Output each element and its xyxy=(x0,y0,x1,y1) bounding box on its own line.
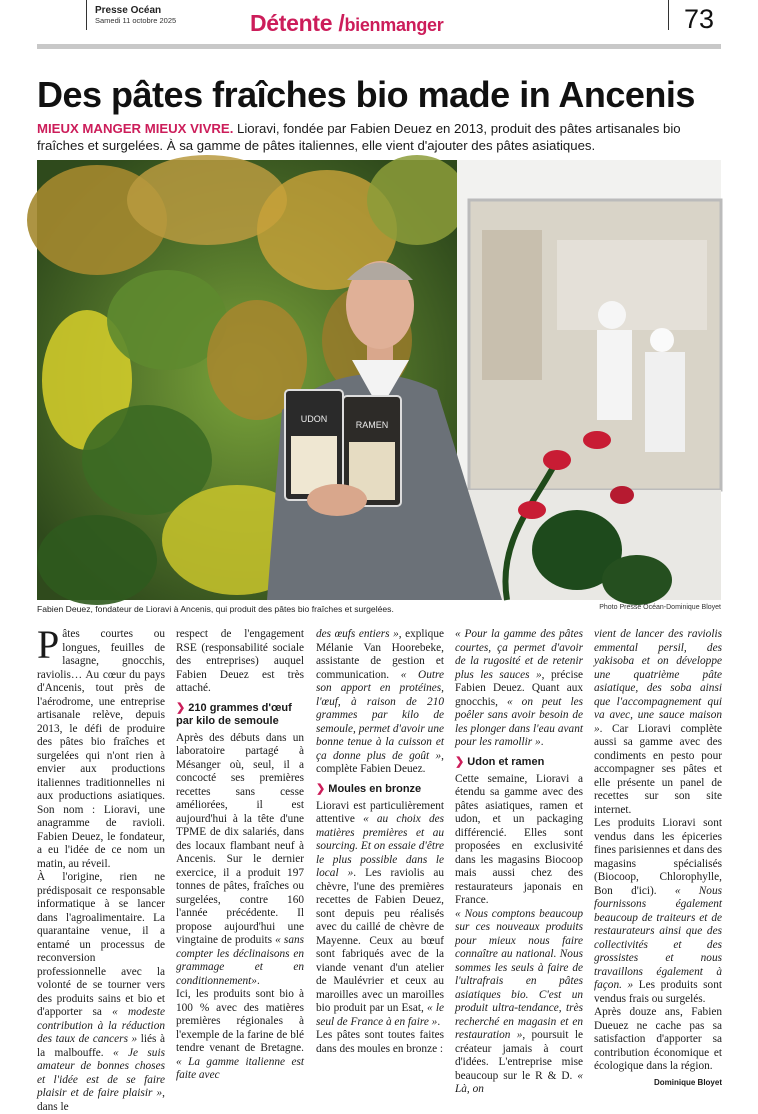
body-column-4 xyxy=(455,628,583,1095)
rubric-separator: / xyxy=(338,10,345,36)
paragraph: Après douze ans, Fabien Dueuez ne cache pas sa satisfaction d'apporter sa contribution économique et écologique dans la région. xyxy=(594,1006,722,1072)
issue-date: Samedi 11 octobre 2025 xyxy=(95,16,177,25)
pack-label-ramen: RAMEN xyxy=(355,420,389,430)
lab-worker-2 xyxy=(645,352,685,452)
subheading: ❯ Udon et ramen xyxy=(455,755,545,768)
newspaper-name: Presse Océan xyxy=(95,5,162,16)
quote: « sans compter les déclinaisons en grammage et en conditionnement» xyxy=(176,934,305,987)
article-headline: Des pâtes fraîches bio made in Ancenis xyxy=(37,74,695,115)
pack-label-udon: UDON xyxy=(300,414,328,424)
article-standfirst xyxy=(37,120,727,154)
quote: « modeste contribution à la réduction des taux de cancers » xyxy=(37,1006,165,1045)
header-rule xyxy=(37,44,721,49)
body-column-2 xyxy=(176,628,305,1081)
rubric-sub: bienmanger xyxy=(344,15,444,35)
pasta-packages xyxy=(285,390,401,516)
paragraph: Cette semaine, Lioravi a étendu sa gamme avec des pâtes asiatiques, ramen et udon, et un packaging différencié. Elles sont proposées en exclusivité dans les magasins Biocoop mais aussi chez des restaurateurs japonais en France. xyxy=(455,772,583,906)
paragraph: « Nous comptons beaucoup sur ces nouveaux produits pour mieux nous faire connaître au national. Nous sommes les seuls à faire de l'ultrafrais en pâtes asiatiques bio. C'est un produit ultra-tendance, très recherché en magasin et en restauration », poursuit le créateur jamais à court d'idées. L'entreprise mise beaucoup sur le R & D. « Là, on xyxy=(455,907,583,1095)
chevron-icon: ❯ xyxy=(316,782,329,795)
quote: « La gamme italienne est faite avec xyxy=(176,1055,304,1081)
paragraph: « Pour la gamme des pâtes courtes, ça permet d'avoir de la rugosité et de retenir plus les sauces », précise Fabien Deuez. Quant aux gnocchis, « on peut les poêler sans avoir besoin de les plonger dans l'eau avant pour les ramollir ». xyxy=(455,628,583,748)
header-divider-left xyxy=(86,0,87,30)
quote: « au choix des matières premières et au sourcing. Et on essaie d'être le plus possible dans le local » xyxy=(316,813,444,879)
lab-worker-head-2 xyxy=(650,328,674,352)
paragraph: Ici, les produits sont bio à 100 % avec des matières premières régionales à l'exemple de la farine de blé tendre venant de Bretagne. « La gamme italienne est faite avec xyxy=(176,988,304,1081)
section-rubric xyxy=(250,10,443,37)
caption-text: Fabien Deuez, fondateur de Lioravi à Ancenis, qui produit des pâtes bio fraîches et surgelées. xyxy=(37,604,394,614)
page-header xyxy=(0,0,758,48)
article-photo xyxy=(37,160,721,600)
masthead xyxy=(95,6,176,25)
quote: des œufs entiers » xyxy=(316,628,399,640)
lab-equipment xyxy=(557,240,707,330)
paragraph: des œufs entiers », explique Mélanie Van Hoorebeke, assistante de gestion et communication. « Outre son apport en protéines, l'œuf, à raison de 210 grammes par kilo de semoule, permet d'avoir une bonne tenue à la cuisson et ça donne plus de goût », complète Fabien Deuez. xyxy=(316,628,444,775)
standfirst-kicker: MIEUX MANGER MIEUX VIVRE. xyxy=(37,121,234,136)
quote: vient de lancer des raviolis emmental persil, des yakisoba et on développe une quatrième pâte asiatique, des soba ainsi que l'accompagnement qui va avec, une sauce maison » xyxy=(594,628,722,735)
drop-cap: P xyxy=(37,622,60,667)
body-column-3 xyxy=(316,628,445,1055)
photo-credit: Photo Presse Océan-Dominique Bloyet xyxy=(599,604,721,611)
paragraph: respect de l'engagement RSE (responsabilité sociale des entreprises) auquel Fabien Deuez est très attaché. xyxy=(176,628,304,694)
rubric-main: Détente xyxy=(250,10,333,36)
paragraph: vient de lancer des raviolis emmental persil, des yakisoba et on développe une quatrième pâte asiatique, des soba ainsi que l'accompagnement qui va avec, une sauce maison ». Car Lioravi complète aussi sa gamme avec des condiments en pesto pour accompagner ses pâtes et elle présente un panel de recettes sur son site internet. xyxy=(594,628,722,816)
page-number: 73 xyxy=(684,4,715,34)
quote: « Là, on xyxy=(455,1069,583,1095)
lab-door xyxy=(482,230,542,380)
paragraph: Les pâtes sont toutes faites dans des moules en bronze : xyxy=(316,1029,444,1055)
author-signature: Dominique Bloyet xyxy=(653,1077,722,1087)
paragraph: Pâtes courtes ou longues, feuilles de lasagne, gnocchis, raviolis… Au cœur du pays d'Ancenis, tout près de l'aérodrome, une entreprise artisanale relève, depuis 2013, le défi de produire des pâtes bio fraîches et surgelées qui n'ont rien à envier aux productions italiennes traditionnelles ni aux productions asiatiques. Son nom : Lioravi, une anagramme de ravioli. Fabien Deuez, le fondateur, a eu l'idée de ce nom un matin, au réveil. xyxy=(37,622,165,870)
quote: « Outre son apport en protéines, l'œuf, à raison de 210 grammes par kilo de semoule, permet d'avoir une bonne tenue à la cuisson et ça donne plus de goût » xyxy=(316,668,444,762)
quote: « Nous comptons beaucoup sur ces nouveaux produits pour mieux nous faire connaître au national. Nous sommes les seuls à faire de l'ultrafrais en pâtes asiatiques bio. C'est un produit ultra-tendance, très recherché en magasin et en restauration » xyxy=(455,907,583,1041)
paragraph: Les produits Lioravi sont vendus dans les épiceries fines parisiennes et dans des magasins spécialisés (Biocoop, Chlorophylle, Bon d'ici). « Nous fournissons également beaucoup de traiteurs et de restaurateurs ainsi que des collectivités et des grossistes et nous travaillons également à façon. » Les produits sont vendus frais ou surgelés. xyxy=(594,817,722,1005)
quote: « Nous fournissons également beaucoup de traiteurs et de restaurateurs ainsi que des collectivités et des grossistes et nous travaillons également à façon. » xyxy=(594,884,722,991)
quote: « Je suis amateur de bonnes choses et l'idée est de se faire plaisir et de faire plaisir » xyxy=(37,1046,165,1099)
photo-illustration xyxy=(37,160,721,600)
standfirst-text: Lioravi, fondée par Fabien Deuez en 2013, produit des pâtes artisanales bio fraîches et surgelées. À sa gamme de pâtes italiennes, elle vient d'ajouter des pâtes asiatiques. xyxy=(37,121,681,153)
lab-worker-head-1 xyxy=(598,301,626,329)
quote: « Pour la gamme des pâtes courtes, ça permet d'avoir de la rugosité et de retenir plus les sauces » xyxy=(455,628,583,681)
lab-worker-1 xyxy=(597,330,632,420)
header-divider-right xyxy=(668,0,669,30)
quote: « on peut les poêler sans avoir besoin de les plonger dans l'eau avant pour les ramollir » xyxy=(455,695,583,748)
subheading: ❯ 210 grammes d'œuf par kilo de semoule xyxy=(176,701,292,727)
body-column-5 xyxy=(594,628,722,1087)
chevron-icon: ❯ xyxy=(455,755,468,768)
subheading: ❯ Moules en bronze xyxy=(316,782,422,795)
paragraph: Lioravi est particulièrement attentive « au choix des matières premières et au sourcing. Et on essaie d'être le plus possible dans le local ». Les raviolis au chèvre, l'une des premières recettes de Fabien Deuez, sont depuis peu réalisés avec du caillé de chèvre de Mayenne. Ceux au bœuf sont fabriqués avec de la viande venant d'un atelier de Maulévrier et ceux au maroilles avec un maroilles bio produit par un Esat, « le seul de France à en faire ». xyxy=(316,799,445,1028)
quote: « le seul de France à en faire » xyxy=(316,1002,444,1028)
chevron-icon: ❯ xyxy=(176,701,189,714)
paragraph: Après des débuts dans un laboratoire partagé à Mésanger où, seul, il a concocté ses premières recettes sans cesse améliorées, il est aujourd'hui à la tête d'une TPME de dix salariés, dans des locaux flambant neuf à Ancenis. Sur le dernier exercice, il a produit 197 tonnes de pâtes, fraîches ou surgelées, contre 160 l'année précédente. Il propose aujourd'hui une vingtaine de produits « sans compter les déclinaisons en grammage et en conditionnement». xyxy=(176,731,305,987)
paragraph: À l'origine, rien ne prédisposait ce responsable informatique à se lancer dans l'agroalimentaire. La quarantaine venue, il a entamé un processus de reconversion professionnelle avec la volonté de se tourner vers des produits sains et bio et d'apporter sa « modeste contribution à la réduction des taux de cancers » liés à la malbouffe. « Je suis amateur de bonnes choses et l'idée est de se faire plaisir et de faire plaisir », dans le xyxy=(37,871,166,1113)
body-column-1 xyxy=(37,622,166,1113)
photo-caption xyxy=(37,604,721,616)
